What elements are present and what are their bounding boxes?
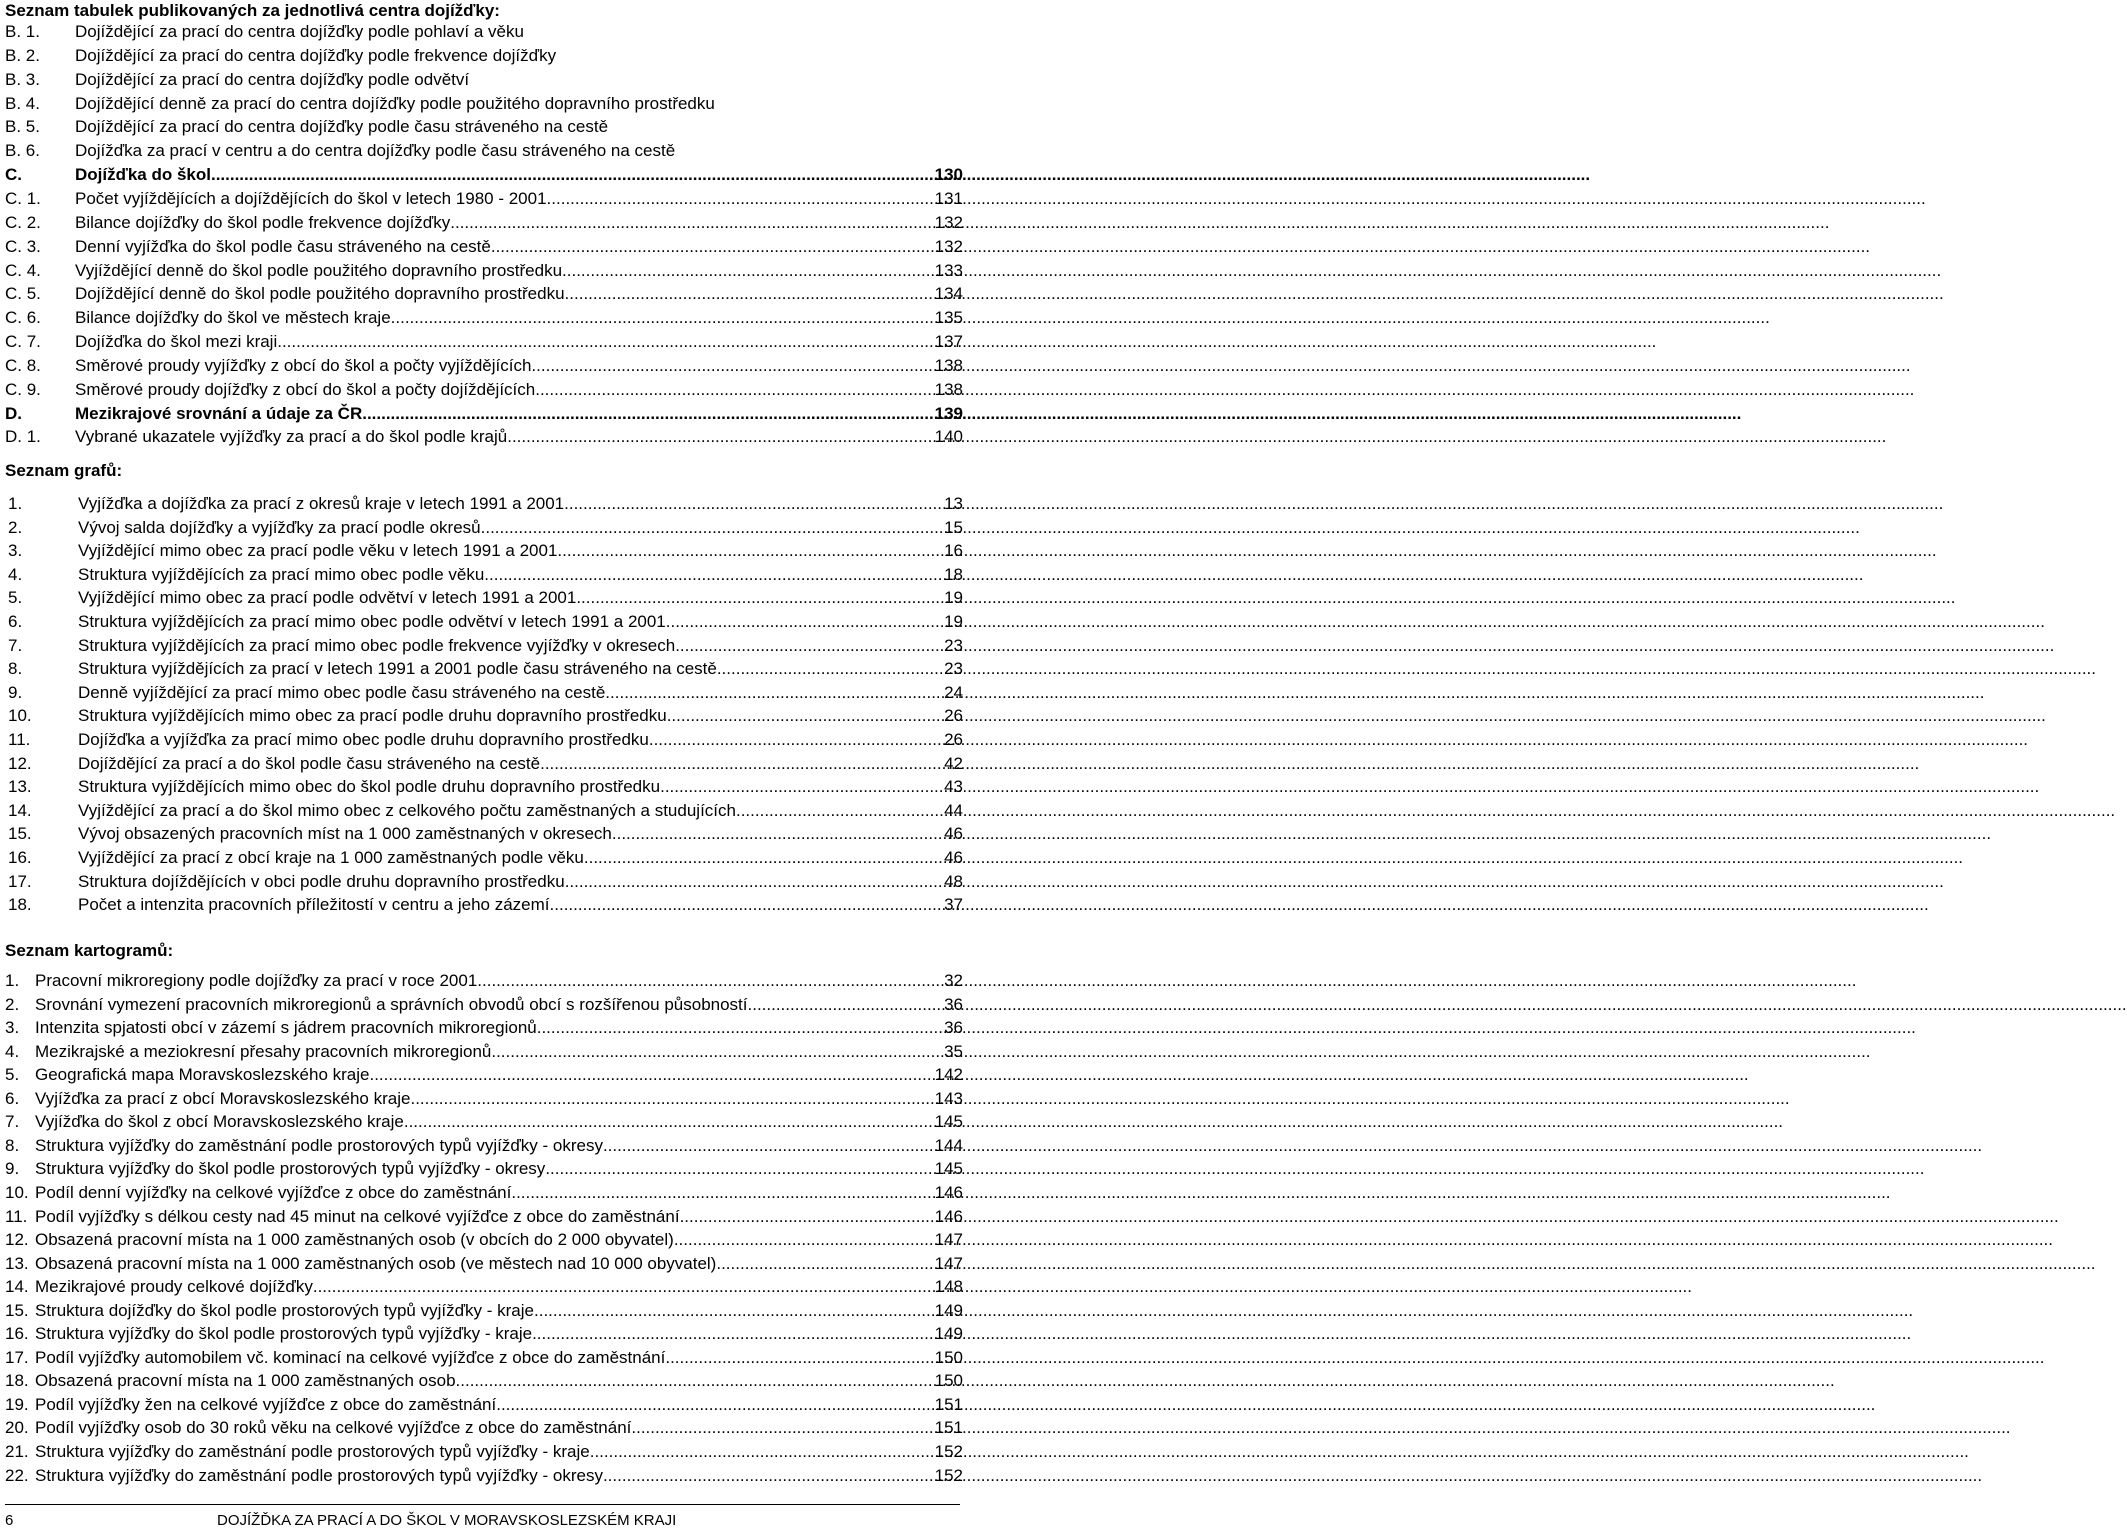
list-item bbox=[5, 705, 963, 727]
item-title: Dojíždějící za prací a do škol podle času stráveného na cestě bbox=[78, 753, 541, 773]
item-page-number: 32 bbox=[944, 971, 963, 990]
item-page-number: 142 bbox=[934, 1065, 963, 1085]
item-number: 21. bbox=[5, 1442, 29, 1461]
dot-leader bbox=[507, 426, 933, 448]
item-number: B. 3. bbox=[5, 69, 40, 89]
item-title: Geografická mapa Moravskoslezského kraje bbox=[35, 1065, 370, 1085]
item-number: 12. bbox=[8, 753, 32, 773]
item-title: Vyjížďka za prací z obcí Moravskoslezského kraje bbox=[35, 1088, 411, 1108]
item-page-number: 137 bbox=[934, 332, 963, 352]
item-title: Struktura vyjíždějících mimo obec za prací podle druhu dopravního prostředku bbox=[78, 706, 667, 726]
item-number: C. 1. bbox=[5, 188, 41, 208]
item-page-number: 42 bbox=[944, 753, 963, 773]
tables-list-heading: Seznam tabulek publikovaných za jednotlivá centra dojížďky: bbox=[5, 1, 500, 20]
item-number: 19. bbox=[5, 1394, 29, 1414]
item-page-number: 152 bbox=[934, 1442, 963, 1461]
dot-leader bbox=[603, 1135, 934, 1157]
item-page-number: 150 bbox=[934, 1371, 963, 1391]
dot-leader bbox=[603, 1465, 934, 1487]
list-item bbox=[5, 587, 963, 609]
footer-page-number: 6 bbox=[5, 1512, 14, 1529]
list-item bbox=[5, 894, 963, 916]
dot-leader bbox=[675, 635, 943, 657]
list-item bbox=[5, 260, 963, 282]
item-page-number: 35 bbox=[944, 1041, 963, 1061]
list-item bbox=[5, 970, 963, 992]
item-number: 4. bbox=[8, 564, 23, 584]
item-title: Pracovní mikroregiony podle dojížďky za prací v roce 2001 bbox=[35, 971, 478, 990]
item-title: Podíl denní vyjížďky na celkové vyjížďce z obce do zaměstnání bbox=[35, 1182, 512, 1202]
dot-leader bbox=[410, 1088, 933, 1110]
item-title: Mezikrajské a meziokresní přesahy pracovních mikroregionů bbox=[35, 1041, 492, 1061]
item-page-number: 139 bbox=[934, 403, 963, 423]
item-number: C. 4. bbox=[5, 260, 41, 280]
item-title: Mezikrajové proudy celkové dojížďky bbox=[35, 1277, 313, 1297]
dot-leader bbox=[537, 1017, 943, 1039]
dot-leader bbox=[481, 517, 943, 539]
item-number: B. 4. bbox=[5, 93, 40, 113]
item-title: Struktura vyjížďky do zaměstnání podle prostorových typů vyjížďky - okresy bbox=[35, 1465, 603, 1485]
item-title: Podíl vyjížďky žen na celkové vyjížďce z obce do zaměstnání bbox=[35, 1394, 497, 1414]
item-page-number: 44 bbox=[944, 800, 963, 820]
dot-leader bbox=[666, 611, 943, 633]
list-item bbox=[5, 1441, 963, 1463]
item-title: Vyjíždějící mimo obec za prací podle odvětví v letech 1991 a 2001 bbox=[78, 588, 577, 608]
item-page-number: 151 bbox=[934, 1394, 963, 1414]
dot-leader bbox=[547, 188, 934, 210]
dot-leader bbox=[511, 1182, 933, 1204]
item-number: C. 6. bbox=[5, 308, 41, 328]
dot-leader bbox=[565, 871, 943, 893]
item-page-number: 23 bbox=[944, 635, 963, 655]
item-title: Vyjížďka a dojížďka za prací z okresů kraje v letech 1991 a 2001 bbox=[78, 494, 565, 513]
list-item bbox=[5, 93, 963, 115]
item-page-number: 23 bbox=[944, 659, 963, 679]
dot-leader bbox=[456, 1370, 934, 1392]
item-number: 5. bbox=[8, 588, 23, 608]
item-number: 11. bbox=[5, 1206, 28, 1226]
item-number: 15. bbox=[8, 824, 32, 844]
item-page-number: 46 bbox=[944, 824, 963, 844]
dot-leader bbox=[717, 658, 943, 680]
item-title: Obsazená pracovní místa na 1 000 zaměstnaných osob (ve městech nad 10 000 obyvatel) bbox=[35, 1253, 717, 1273]
item-title: Podíl vyjížďky automobilem vč. kominací na celkové vyjížďce z obce do zaměstnání bbox=[35, 1347, 666, 1367]
footer-title: DOJÍŽĎKA ZA PRACÍ A DO ŠKOL V MORAVSKOSLEZSKÉM KRAJI bbox=[217, 1512, 677, 1529]
page-footer bbox=[5, 1504, 960, 1529]
dot-leader bbox=[545, 1158, 933, 1180]
item-title: Srovnání vymezení pracovních mikroregionů a správních obvodů obcí s rozšířenou působností bbox=[35, 994, 748, 1014]
list-item bbox=[5, 1323, 963, 1345]
item-page-number: 152 bbox=[934, 1465, 963, 1485]
item-number: 9. bbox=[5, 1159, 20, 1179]
list-item bbox=[5, 1088, 963, 1110]
item-number: 11. bbox=[8, 730, 31, 749]
list-item bbox=[5, 540, 963, 562]
item-title: Dojíždějící za prací do centra dojížďky podle času stráveného na cestě bbox=[75, 117, 609, 137]
list-item bbox=[5, 283, 963, 305]
item-number: 17. bbox=[5, 1347, 29, 1367]
item-title: Vývoj obsazených pracovních míst na 1 000 zaměstnaných v okresech bbox=[78, 824, 612, 844]
item-title: Struktura vyjížďky do zaměstnání podle prostorových typů vyjížďky - okresy bbox=[35, 1135, 603, 1155]
item-title: Směrové proudy vyjížďky z obcí do škol a počty vyjíždějících bbox=[75, 355, 532, 375]
item-number: 6. bbox=[5, 1088, 20, 1108]
list-item bbox=[5, 1158, 963, 1180]
item-title: Struktura vyjížďky do škol podle prostorových typů vyjížďky - okresy bbox=[35, 1159, 546, 1179]
list-item bbox=[5, 847, 963, 869]
item-title: Podíl vyjížďky s délkou cesty nad 45 minut na celkové vyjížďce z obce do zaměstnání bbox=[35, 1206, 680, 1226]
item-page-number: 147 bbox=[934, 1253, 963, 1273]
item-page-number: 36 bbox=[944, 994, 963, 1014]
item-number: C. 7. bbox=[5, 332, 41, 352]
dot-leader bbox=[450, 212, 933, 234]
list-item bbox=[5, 994, 963, 1016]
item-page-number: 24 bbox=[944, 682, 963, 702]
item-title: Intenzita spjatosti obcí v zázemí s jádrem pracovních mikroregionů bbox=[35, 1018, 537, 1038]
item-number: C. 2. bbox=[5, 212, 41, 232]
item-page-number: 138 bbox=[934, 379, 963, 399]
list-item bbox=[5, 1182, 963, 1204]
list-item bbox=[5, 1394, 963, 1416]
item-page-number: 134 bbox=[934, 284, 963, 304]
item-page-number: 145 bbox=[934, 1159, 963, 1179]
item-number: 13. bbox=[8, 777, 32, 797]
list-item bbox=[5, 1041, 963, 1063]
dot-leader bbox=[484, 564, 943, 586]
item-page-number: 19 bbox=[944, 612, 963, 631]
item-number: 7. bbox=[8, 635, 23, 655]
item-number: C. 5. bbox=[5, 284, 41, 304]
list-item bbox=[5, 823, 963, 845]
list-item bbox=[5, 1276, 963, 1298]
list-item bbox=[5, 426, 963, 448]
item-title: Vývoj salda dojížďky a vyjížďky za prací podle okresů bbox=[78, 517, 481, 537]
item-number: 14. bbox=[5, 1277, 29, 1297]
list-item bbox=[5, 1347, 963, 1369]
item-page-number: 18 bbox=[944, 564, 963, 584]
dot-leader bbox=[674, 1229, 934, 1251]
item-title: Počet vyjíždějících a dojíždějících do škol v letech 1980 - 2001 bbox=[75, 188, 547, 208]
item-title: Dojížďka do škol bbox=[75, 165, 211, 185]
item-title: Struktura vyjíždějících za prací mimo obec podle frekvence vyjížďky v okresech bbox=[78, 635, 676, 655]
dot-leader bbox=[496, 1394, 933, 1416]
item-page-number: 149 bbox=[934, 1324, 963, 1344]
dot-leader bbox=[362, 403, 933, 425]
item-number: 5. bbox=[5, 1065, 20, 1085]
dot-leader bbox=[631, 1417, 933, 1439]
item-page-number: 144 bbox=[934, 1135, 963, 1155]
dot-leader bbox=[590, 1441, 934, 1463]
item-title: Bilance dojížďky do škol podle frekvence dojížďky bbox=[75, 212, 451, 232]
dot-leader bbox=[665, 1347, 933, 1369]
item-title: Vyjíždějící denně do škol podle použitého dopravního prostředku bbox=[75, 260, 563, 280]
item-title: Struktura vyjíždějících za prací mimo obec podle věku bbox=[78, 564, 485, 584]
item-title: Denní vyjížďka do škol podle času stráveného na cestě bbox=[75, 236, 491, 256]
item-title: Dojížďka do škol mezi kraji bbox=[75, 332, 278, 352]
item-number: 8. bbox=[8, 659, 23, 679]
list-item bbox=[5, 379, 963, 401]
list-item bbox=[5, 800, 963, 822]
item-page-number: 36 bbox=[944, 1018, 963, 1038]
item-number: 22. bbox=[5, 1465, 29, 1485]
cartograms-list-heading: Seznam kartogramů: bbox=[5, 941, 174, 960]
item-number: 3. bbox=[8, 541, 23, 561]
list-item bbox=[5, 45, 963, 67]
item-number: 4. bbox=[5, 1041, 20, 1061]
item-page-number: 43 bbox=[944, 777, 963, 797]
item-number: 7. bbox=[5, 1112, 20, 1132]
item-title: Vyjíždějící mimo obec za prací podle věku v letech 1991 a 2001 bbox=[78, 541, 558, 561]
item-title: Dojíždějící za prací do centra dojížďky podle odvětví bbox=[75, 69, 470, 89]
item-number: 13. bbox=[5, 1253, 29, 1273]
graphs-list-heading: Seznam grafů: bbox=[5, 461, 123, 480]
item-number: 6. bbox=[8, 612, 23, 631]
dot-leader bbox=[532, 1323, 934, 1345]
item-number: C. 9. bbox=[5, 379, 41, 399]
item-title: Dojížďka za prací v centru a do centra dojížďky podle času stráveného na cestě bbox=[75, 141, 676, 161]
dot-leader bbox=[562, 260, 934, 282]
item-title: Obsazená pracovní místa na 1 000 zaměstnaných osob bbox=[35, 1371, 456, 1391]
item-number: B. 2. bbox=[5, 45, 40, 65]
item-number: 2. bbox=[5, 994, 20, 1014]
dot-leader bbox=[531, 355, 933, 377]
dot-leader bbox=[748, 994, 944, 1016]
item-page-number: 16 bbox=[944, 541, 963, 561]
dot-leader bbox=[584, 847, 943, 869]
item-title: Mezikrajové srovnání a údaje za ČR bbox=[75, 403, 363, 423]
item-page-number: 130 bbox=[934, 165, 963, 185]
item-title: Struktura vyjíždějících mimo obec do škol podle druhu dopravního prostředku bbox=[78, 777, 661, 797]
list-item bbox=[5, 658, 963, 680]
item-number: 14. bbox=[8, 800, 32, 820]
item-title: Vyjíždějící za prací z obcí kraje na 1 000 zaměstnaných podle věku bbox=[78, 848, 584, 867]
item-page-number: 13 bbox=[944, 494, 963, 513]
item-title: Vyjížďka do škol z obcí Moravskoslezského kraje bbox=[35, 1112, 404, 1132]
item-title: Obsazená pracovní místa na 1 000 zaměstnaných osob (v obcích do 2 000 obyvatel) bbox=[35, 1230, 674, 1250]
item-title: Podíl vyjížďky osob do 30 roků věku na celkové vyjížďce z obce do zaměstnání bbox=[35, 1418, 632, 1438]
dot-leader bbox=[404, 1111, 934, 1133]
item-number: 16. bbox=[5, 1324, 29, 1344]
list-item bbox=[5, 1229, 963, 1251]
dot-leader bbox=[660, 776, 943, 798]
item-title: Dojíždějící za prací do centra dojížďky podle pohlaví a věku bbox=[75, 22, 524, 41]
dot-leader bbox=[313, 1276, 934, 1298]
list-item bbox=[5, 753, 963, 775]
item-number: D. 1. bbox=[5, 427, 41, 447]
item-title: Počet a intenzita pracovních příležitostí v centru a jeho zázemí bbox=[78, 895, 550, 915]
item-page-number: 133 bbox=[934, 260, 963, 280]
item-number: 12. bbox=[5, 1230, 29, 1250]
item-number: 3. bbox=[5, 1018, 20, 1038]
item-number: 18. bbox=[8, 895, 32, 915]
item-page-number: 140 bbox=[934, 427, 963, 447]
item-page-number: 147 bbox=[934, 1230, 963, 1250]
dot-leader bbox=[565, 283, 934, 305]
item-number: B. 1. bbox=[5, 22, 40, 41]
item-page-number: 26 bbox=[944, 706, 963, 726]
item-page-number: 151 bbox=[934, 1418, 963, 1438]
item-title: Struktura vyjížďky do zaměstnání podle prostorových typů vyjížďky - kraje bbox=[35, 1442, 590, 1461]
item-page-number: 131 bbox=[934, 188, 963, 208]
dot-leader bbox=[477, 970, 943, 992]
dot-leader bbox=[564, 493, 943, 515]
dot-leader bbox=[534, 1300, 934, 1322]
list-item bbox=[5, 403, 963, 425]
list-item bbox=[5, 1417, 963, 1439]
list-item bbox=[5, 116, 963, 138]
item-title: Dojížďka a vyjížďka za prací mimo obec podle druhu dopravního prostředku bbox=[78, 730, 649, 749]
item-title: Bilance dojížďky do škol ve městech kraje bbox=[75, 308, 391, 328]
dot-leader bbox=[540, 753, 943, 775]
list-item bbox=[5, 871, 963, 893]
item-number: 18. bbox=[5, 1371, 29, 1391]
item-page-number: 150 bbox=[934, 1347, 963, 1367]
item-number: 17. bbox=[8, 871, 32, 891]
list-item bbox=[5, 236, 963, 258]
item-number: 9. bbox=[8, 682, 23, 702]
item-number: 20. bbox=[5, 1418, 29, 1438]
item-page-number: 19 bbox=[944, 588, 963, 608]
item-page-number: 132 bbox=[934, 212, 963, 232]
dot-leader bbox=[491, 1041, 943, 1063]
list-item bbox=[5, 1135, 963, 1157]
list-item bbox=[5, 776, 963, 798]
dot-leader bbox=[576, 587, 943, 609]
item-number: B. 5. bbox=[5, 117, 40, 137]
list-item bbox=[5, 331, 963, 353]
list-item bbox=[5, 140, 963, 162]
item-page-number: 146 bbox=[934, 1206, 963, 1226]
item-page-number: 149 bbox=[934, 1300, 963, 1320]
item-number: C. 8. bbox=[5, 355, 41, 375]
list-item bbox=[5, 69, 963, 91]
dot-leader bbox=[550, 894, 944, 916]
dot-leader bbox=[612, 823, 943, 845]
list-item bbox=[5, 1300, 963, 1322]
item-title: Směrové proudy dojížďky z obcí do škol a počty dojíždějících bbox=[75, 379, 536, 399]
list-item bbox=[5, 164, 963, 186]
list-item bbox=[5, 188, 963, 210]
list-item bbox=[5, 1111, 963, 1133]
item-number: 10. bbox=[8, 706, 32, 726]
item-title: Struktura dojížďky do škol podle prostorových typů vyjížďky - kraje bbox=[35, 1300, 534, 1320]
list-item bbox=[5, 212, 963, 234]
item-page-number: 143 bbox=[934, 1088, 963, 1108]
item-title: Struktura dojíždějících v obci podle druhu dopravního prostředku bbox=[78, 871, 565, 891]
item-number: B. 6. bbox=[5, 141, 40, 161]
list-item bbox=[5, 635, 963, 657]
item-number: 2. bbox=[8, 517, 23, 537]
item-page-number: 132 bbox=[934, 236, 963, 256]
item-title: Struktura vyjížďky do škol podle prostorových typů vyjížďky - kraje bbox=[35, 1324, 533, 1344]
dot-leader bbox=[369, 1064, 933, 1086]
dot-leader bbox=[557, 540, 943, 562]
item-page-number: 146 bbox=[934, 1182, 963, 1202]
dot-leader bbox=[211, 164, 934, 186]
list-item bbox=[5, 682, 963, 704]
dot-leader bbox=[391, 307, 934, 329]
item-page-number: 37 bbox=[944, 895, 963, 915]
item-number: C. 3. bbox=[5, 236, 41, 256]
item-number: D. bbox=[5, 403, 22, 423]
item-title: Struktura vyjíždějících za prací mimo obec podle odvětví v letech 1991 a 2001 bbox=[78, 612, 666, 631]
item-title: Struktura vyjíždějících za prací v letech 1991 a 2001 podle času stráveného na cestě bbox=[78, 659, 717, 679]
item-number: 16. bbox=[8, 848, 32, 867]
item-page-number: 26 bbox=[944, 730, 963, 749]
item-number: C. bbox=[5, 165, 22, 185]
list-item bbox=[5, 729, 963, 751]
list-item bbox=[5, 21, 963, 43]
list-item bbox=[5, 1370, 963, 1392]
item-number: 1. bbox=[8, 494, 23, 513]
list-item bbox=[5, 307, 963, 329]
item-page-number: 15 bbox=[944, 517, 963, 537]
item-title: Denně vyjíždějící za prací mimo obec podle času stráveného na cestě bbox=[78, 682, 606, 702]
item-page-number: 148 bbox=[934, 1277, 963, 1297]
dot-leader bbox=[535, 379, 933, 401]
list-item bbox=[5, 564, 963, 586]
dot-leader bbox=[649, 729, 943, 751]
dot-leader bbox=[736, 800, 943, 822]
dot-leader bbox=[277, 331, 933, 353]
list-item bbox=[5, 493, 963, 515]
item-number: 15. bbox=[5, 1300, 29, 1320]
item-number: 8. bbox=[5, 1135, 20, 1155]
list-item bbox=[5, 1206, 963, 1228]
dot-leader bbox=[680, 1206, 934, 1228]
item-number: 1. bbox=[5, 971, 20, 990]
list-item bbox=[5, 611, 963, 633]
dot-leader bbox=[605, 682, 943, 704]
item-title: Dojíždějící za prací do centra dojížďky podle frekvence dojížďky bbox=[75, 45, 557, 65]
item-page-number: 138 bbox=[934, 355, 963, 375]
item-number: 10. bbox=[5, 1182, 29, 1202]
dot-leader bbox=[491, 236, 934, 258]
item-title: Dojíždějící denně za prací do centra dojížďky podle použitého dopravního prostředku bbox=[75, 93, 715, 113]
list-item bbox=[5, 355, 963, 377]
item-page-number: 135 bbox=[934, 308, 963, 328]
item-page-number: 145 bbox=[934, 1112, 963, 1132]
item-page-number: 46 bbox=[944, 848, 963, 867]
item-title: Vybrané ukazatele vyjížďky za prací a do škol podle krajů bbox=[75, 427, 508, 447]
list-item bbox=[5, 1064, 963, 1086]
list-item bbox=[5, 1253, 963, 1275]
dot-leader bbox=[716, 1253, 933, 1275]
item-page-number: 48 bbox=[944, 871, 963, 891]
list-item bbox=[5, 517, 963, 539]
dot-leader bbox=[667, 705, 943, 727]
item-title: Dojíždějící denně do škol podle použitého dopravního prostředku bbox=[75, 284, 565, 304]
item-title: Vyjíždějící za prací a do škol mimo obec z celkového počtu zaměstnaných a studujících bbox=[78, 800, 736, 820]
list-item bbox=[5, 1017, 963, 1039]
list-item bbox=[5, 1465, 963, 1487]
